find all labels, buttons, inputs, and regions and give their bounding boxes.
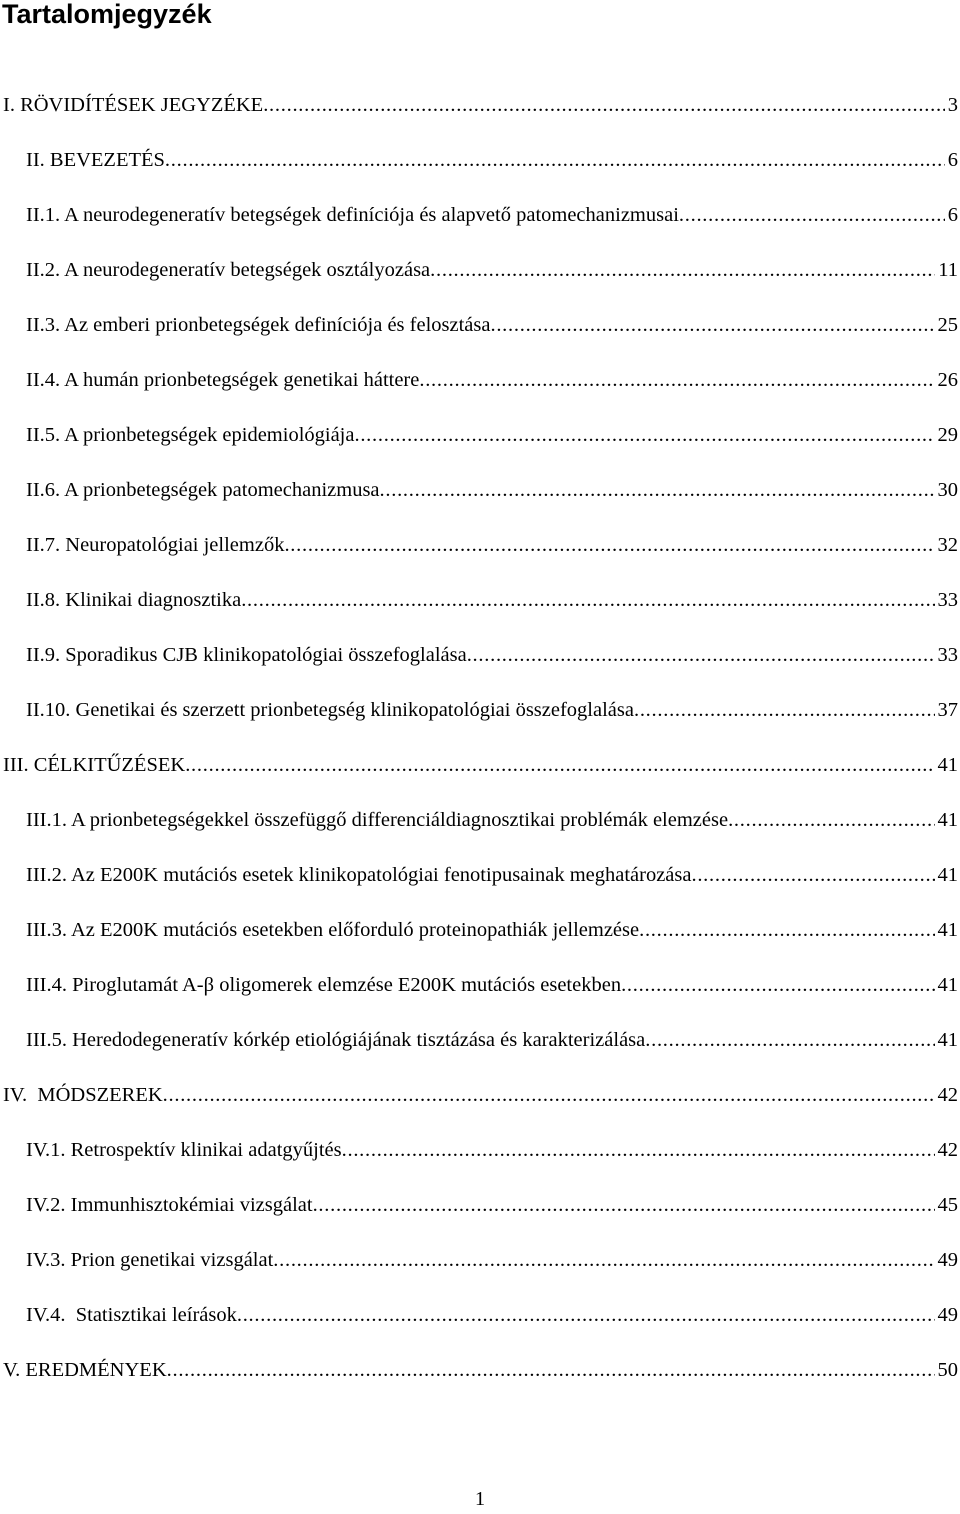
toc-entry-label: II.2. A neurodegeneratív betegségek osztályozása (26, 259, 431, 281)
toc-entry[interactable] (26, 313, 958, 337)
toc-leader-dots (634, 698, 935, 722)
toc-entry[interactable] (26, 808, 958, 832)
toc-entry[interactable] (26, 973, 958, 997)
toc-entry[interactable] (3, 753, 958, 777)
toc-leader-dots (354, 423, 934, 447)
toc-entry[interactable] (3, 1083, 958, 1107)
toc-leader-dots (263, 93, 945, 117)
toc-entry-label: IV.1. Retrospektív klinikai adatgyűjtés (26, 1139, 342, 1161)
toc-entry-label: II.4. A humán prionbetegségek genetikai háttere (26, 369, 420, 391)
toc-entry-label: III.2. Az E200K mutációs esetek klinikopatológiai fenotipusainak meghatározása (26, 864, 692, 886)
toc-entry-page: 6 (947, 149, 958, 171)
toc-leader-dots (284, 533, 934, 557)
toc-entry-label: III.5. Heredodegeneratív kórkép etiológiájának tisztázása és karakterizálása (26, 1029, 646, 1051)
toc-entry-label: V. EREDMÉNYEK (3, 1359, 167, 1381)
toc-entry[interactable] (26, 203, 958, 227)
toc-entry[interactable] (3, 93, 958, 117)
toc-entry[interactable] (26, 918, 958, 942)
toc-leader-dots (645, 1028, 934, 1052)
toc-entry-label: IV. MÓDSZEREK (3, 1084, 163, 1106)
toc-leader-dots (380, 478, 935, 502)
toc-entry-page: 29 (937, 424, 958, 446)
toc-entry[interactable] (26, 1138, 958, 1162)
toc-entry-page: 41 (937, 919, 958, 941)
toc-entry-label: IV.4. Statisztikai leírások (26, 1304, 237, 1326)
toc-leader-dots (185, 753, 934, 777)
toc-entry[interactable] (26, 588, 958, 612)
toc-leader-dots (165, 148, 945, 172)
toc-entry[interactable] (26, 423, 958, 447)
toc-entry[interactable] (26, 1248, 958, 1272)
toc-leader-dots (490, 313, 934, 337)
toc-leader-dots (241, 588, 934, 612)
toc-entry-label: II.3. Az emberi prionbetegségek definíciója és felosztása (26, 314, 491, 336)
toc-entry-label: III.1. A prionbetegségekkel összefüggő differenciáldiagnosztikai problémák elemzése (26, 809, 729, 831)
toc-entry[interactable] (26, 258, 958, 282)
toc-leader-dots (621, 973, 934, 997)
toc-entry-page: 49 (937, 1249, 958, 1271)
toc-entry-label: II.8. Klinikai diagnosztika (26, 589, 242, 611)
toc-leader-dots (467, 643, 935, 667)
toc-entry-page: 6 (947, 204, 958, 226)
toc-leader-dots (342, 1138, 935, 1162)
toc-entry-page: 33 (937, 589, 958, 611)
page-title: Tartalomjegyzék (2, 0, 212, 29)
toc-entry[interactable] (26, 148, 958, 172)
toc-entry[interactable] (26, 698, 958, 722)
toc-leader-dots (313, 1193, 935, 1217)
toc-entry-label: III. CÉLKITŰZÉSEK (3, 754, 186, 776)
toc-leader-dots (163, 1083, 935, 1107)
toc-entry-page: 41 (937, 1029, 958, 1051)
toc-entry-page: 45 (937, 1194, 958, 1216)
toc-leader-dots (430, 258, 935, 282)
toc-entry-page: 41 (937, 864, 958, 886)
toc-entry[interactable] (26, 478, 958, 502)
toc-entry-label: III.3. Az E200K mutációs esetekben előforduló proteinopathiák jellemzése (26, 919, 640, 941)
toc-entry-label: IV.2. Immunhisztokémiai vizsgálat (26, 1194, 313, 1216)
toc-entry-label: I. RÖVIDÍTÉSEK JEGYZÉKE (3, 94, 264, 116)
toc-leader-dots (728, 808, 934, 832)
toc-entry[interactable] (26, 368, 958, 392)
toc-entry[interactable] (26, 1028, 958, 1052)
toc-leader-dots (419, 368, 934, 392)
page-number: 1 (474, 1488, 486, 1510)
toc-entry-page: 41 (937, 809, 958, 831)
toc-entry[interactable] (26, 1303, 958, 1327)
toc-entry-page: 3 (947, 94, 958, 116)
toc-entry-page: 42 (937, 1139, 958, 1161)
toc-entry-page: 32 (937, 534, 958, 556)
toc-entry-label: II. BEVEZETÉS (26, 149, 165, 171)
toc-entry-page: 30 (937, 479, 958, 501)
toc-entry-page: 50 (937, 1359, 958, 1381)
toc-entry-page: 41 (937, 754, 958, 776)
toc-leader-dots (679, 203, 945, 227)
toc-entry-label: II.9. Sporadikus CJB klinikopatológiai összefoglalása (26, 644, 467, 666)
toc-entry-label: II.1. A neurodegeneratív betegségek definíciója és alapvető patomechanizmusai (26, 204, 679, 226)
toc-entry-page: 42 (937, 1084, 958, 1106)
toc-entry-label: IV.3. Prion genetikai vizsgálat (26, 1249, 274, 1271)
toc-entry-label: II.6. A prionbetegségek patomechanizmusa (26, 479, 380, 501)
toc-entry[interactable] (26, 1193, 958, 1217)
toc-entry[interactable] (26, 533, 958, 557)
toc-entry-label: II.5. A prionbetegségek epidemiológiája (26, 424, 355, 446)
toc-entry-page: 41 (937, 974, 958, 996)
toc-entry-label: II.7. Neuropatológiai jellemzők (26, 534, 285, 556)
toc-entry-label: II.10. Genetikai és szerzett prionbetegség klinikopatológiai összefoglalása (26, 699, 634, 721)
toc-leader-dots (639, 918, 934, 942)
toc-entry-page: 26 (937, 369, 958, 391)
toc-leader-dots (273, 1248, 934, 1272)
toc-entry-page: 33 (937, 644, 958, 666)
toc-entry[interactable] (26, 863, 958, 887)
toc-leader-dots (237, 1303, 935, 1327)
toc-entry[interactable] (3, 1358, 958, 1382)
toc-entry[interactable] (26, 643, 958, 667)
toc-entry-page: 49 (937, 1304, 958, 1326)
toc-entry-page: 37 (937, 699, 958, 721)
toc-leader-dots (167, 1358, 935, 1382)
toc-entry-page: 25 (937, 314, 958, 336)
toc-leader-dots (691, 863, 934, 887)
toc-entry-label: III.4. Piroglutamát A-β oligomerek elemzése E200K mutációs esetekben (26, 974, 622, 996)
toc-entry-page: 11 (938, 259, 958, 281)
